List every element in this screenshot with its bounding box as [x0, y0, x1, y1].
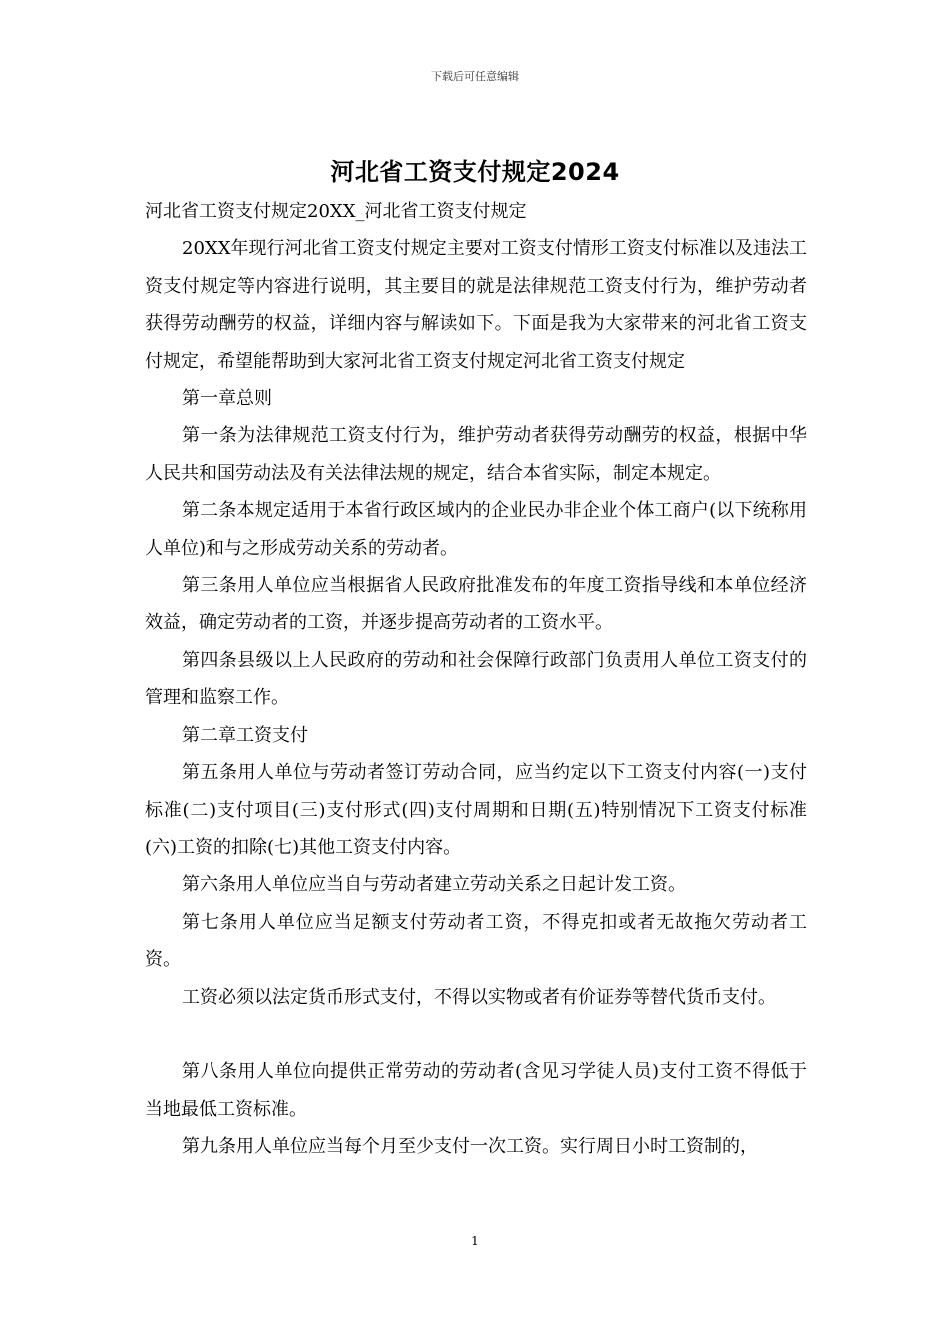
chapter-heading-2: 第二章工资支付	[182, 724, 308, 746]
article-3: 第三条用人单位应当根据省人民政府批准发布的年度工资指导线和本单位经济效益，确定劳动者的工资，并逐步提高劳动者的工资水平。	[145, 575, 807, 634]
intro-paragraph: 20XX年现行河北省工资支付规定主要对工资支付情形工资支付标准以及违法工资支付规定等内容进行说明，其主要目的就是法律规范工资支付行为，维护劳动者获得劳动酬劳的权益，详细内容与解读如下。下面是我为大家带来的河北省工资支付规定，希望能帮助到大家河北省工资支付规定河北省工资支付规定	[145, 238, 807, 372]
chapter-heading-1: 第一章总则	[182, 388, 272, 410]
article-7: 第七条用人单位应当足额支付劳动者工资，不得克扣或者无故拖欠劳动者工资。	[145, 911, 807, 971]
blank-line	[145, 1016, 807, 1053]
page-number: 1	[471, 1234, 479, 1248]
article-7-currency: 工资必须以法定货币形式支付，不得以实物或者有价证券等替代货币支付。	[182, 986, 776, 1008]
article-2: 第二条本规定适用于本省行政区域内的企业民办非企业个体工商户(以下统称用人单位)和与之形成劳动关系的劳动者。	[145, 500, 807, 559]
article-6: 第六条用人单位应当自与劳动者建立劳动关系之日起计发工资。	[182, 874, 686, 896]
article-5: 第五条用人单位与劳动者签订劳动合同，应当约定以下工资支付内容(一)支付标准(二)支付项目(三)支付形式(四)支付周期和日期(五)特别情况下工资支付标准(六)工资的扣除(七)其他工资支付内容。	[145, 762, 807, 858]
article-1: 第一条为法律规范工资支付行为，维护劳动者获得劳动酬劳的权益，根据中华人民共和国劳动法及有关法律法规的规定，结合本省实际，制定本规定。	[145, 425, 807, 484]
article-9: 第九条用人单位应当每个月至少支付一次工资。实行周日小时工资制的，	[182, 1136, 758, 1158]
article-8: 第八条用人单位向提供正常劳动的劳动者(含见习学徒人员)支付工资不得低于当地最低工资标准。	[145, 1061, 807, 1120]
subtitle-paragraph: 河北省工资支付规定20XX_河北省工资支付规定	[145, 201, 527, 222]
document-title: 河北省工资支付规定2024	[330, 158, 620, 186]
header-note: 下载后可任意编辑	[431, 70, 519, 83]
article-4: 第四条县级以上人民政府的劳动和社会保障行政部门负责用人单位工资支付的管理和监察工作。	[145, 649, 807, 709]
document-body	[145, 193, 807, 1166]
